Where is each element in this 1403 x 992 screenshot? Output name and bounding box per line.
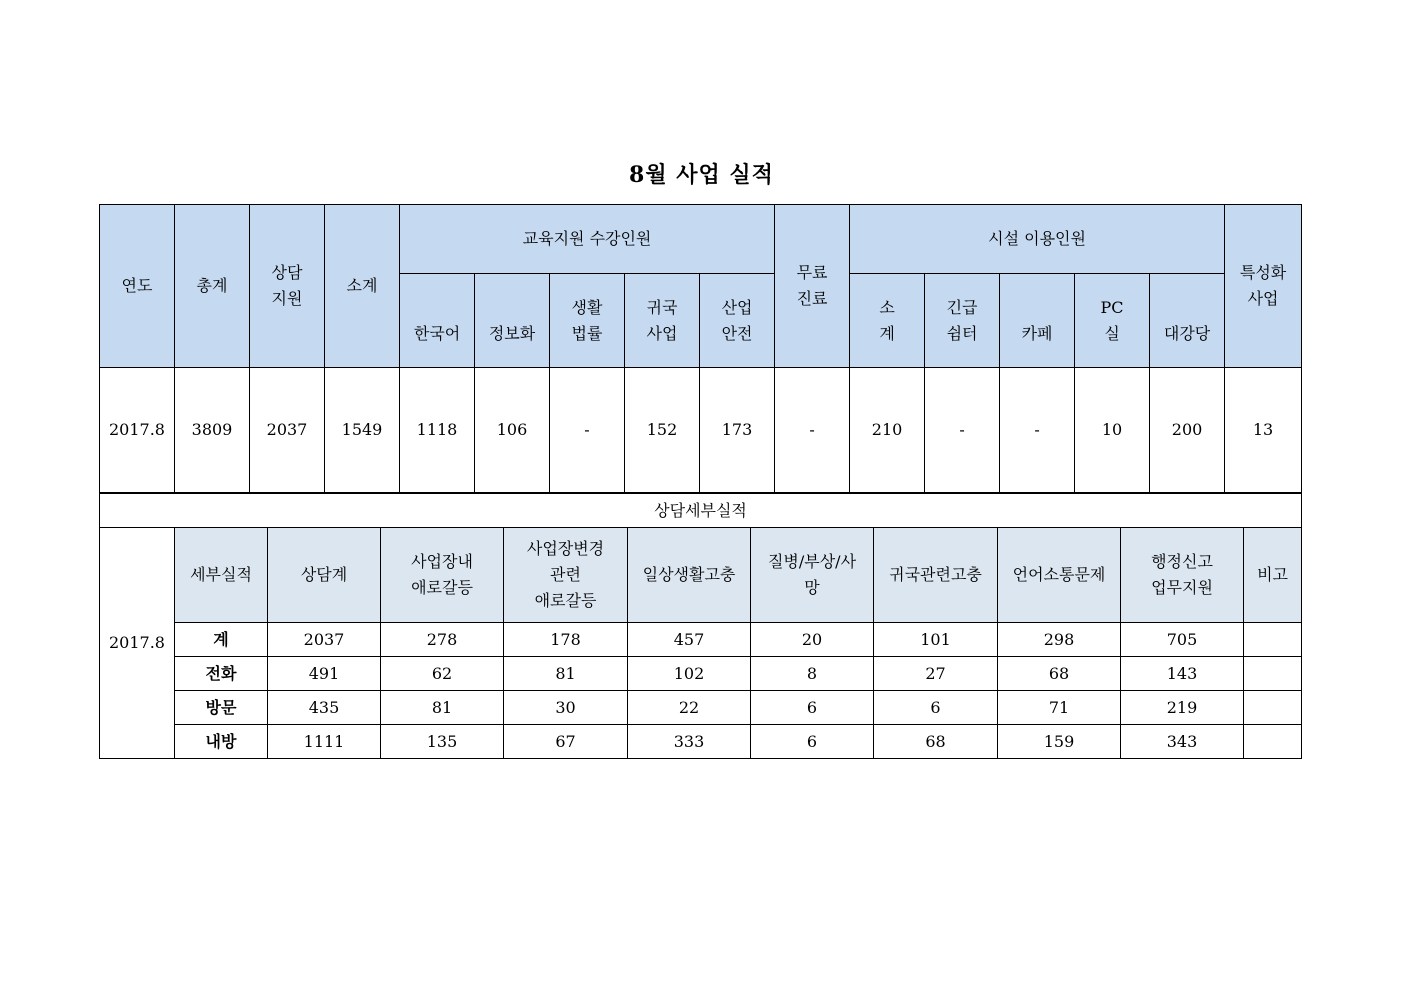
header-education-group: 교육지원 수강인원 <box>400 205 775 274</box>
cell-korean: 1118 <box>400 368 475 493</box>
cell-pc-room: 10 <box>1075 368 1150 493</box>
header-pc-room: PC 실 <box>1075 274 1150 368</box>
table-cell: 333 <box>628 725 751 759</box>
table-cell: 1111 <box>268 725 381 759</box>
table-cell: 491 <box>268 657 381 691</box>
table-cell: 278 <box>381 623 504 657</box>
note-cell <box>1244 623 1302 657</box>
table-row <box>100 623 1302 657</box>
row-label: 내방 <box>175 725 268 759</box>
table-cell: 219 <box>1121 691 1244 725</box>
table-cell: 178 <box>504 623 628 657</box>
cell-return-business: 152 <box>625 368 700 493</box>
header-admin-support: 행정신고 업무지원 <box>1121 528 1244 623</box>
header-workplace-conflict: 사업장내 애로갈등 <box>381 528 504 623</box>
note-cell <box>1244 657 1302 691</box>
table-cell: 22 <box>628 691 751 725</box>
section-title: 상담세부실적 <box>100 494 1302 528</box>
header-subtotal: 소계 <box>325 205 400 368</box>
table-cell: 71 <box>998 691 1121 725</box>
note-cell <box>1244 691 1302 725</box>
header-return-business: 귀국 사업 <box>625 274 700 368</box>
header-medical: 무료 진료 <box>775 205 850 368</box>
table-row <box>100 691 1302 725</box>
table-cell: 68 <box>998 657 1121 691</box>
row-label: 방문 <box>175 691 268 725</box>
table-cell: 2037 <box>268 623 381 657</box>
cell-shelter: - <box>925 368 1000 493</box>
row-label: 계 <box>175 623 268 657</box>
table-cell: 30 <box>504 691 628 725</box>
table-cell: 20 <box>751 623 874 657</box>
table-cell: 435 <box>268 691 381 725</box>
cell-year: 2017.8 <box>100 368 175 493</box>
cell-total: 3809 <box>175 368 250 493</box>
header-workplace-change: 사업장변경 관련 애로갈등 <box>504 528 628 623</box>
table-row <box>100 368 1302 493</box>
header-return-issues: 귀국관련고충 <box>874 528 998 623</box>
header-language: 언어소통문제 <box>998 528 1121 623</box>
cell-subtotal: 1549 <box>325 368 400 493</box>
header-note: 비고 <box>1244 528 1302 623</box>
table-cell: 343 <box>1121 725 1244 759</box>
note-cell <box>1244 725 1302 759</box>
table-cell: 102 <box>628 657 751 691</box>
table-cell: 101 <box>874 623 998 657</box>
header-cafe: 카페 <box>1000 274 1075 368</box>
table-row <box>100 725 1302 759</box>
cell-hall: 200 <box>1150 368 1225 493</box>
table-cell: 81 <box>504 657 628 691</box>
header-info: 정보화 <box>475 274 550 368</box>
table-row <box>100 657 1302 691</box>
cell-cafe: - <box>1000 368 1075 493</box>
header-law: 생활 법률 <box>550 274 625 368</box>
table-cell: 6 <box>751 725 874 759</box>
performance-summary-table <box>99 204 1302 493</box>
table-cell: 135 <box>381 725 504 759</box>
table-cell: 143 <box>1121 657 1244 691</box>
table-cell: 6 <box>751 691 874 725</box>
counseling-detail-table <box>99 493 1302 759</box>
table-cell: 159 <box>998 725 1121 759</box>
cell-medical: - <box>775 368 850 493</box>
cell-counsel: 2037 <box>250 368 325 493</box>
table-cell: 62 <box>381 657 504 691</box>
header-facility-group: 시설 이용인원 <box>850 205 1225 274</box>
header-counsel-total: 상담계 <box>268 528 381 623</box>
cell-special: 13 <box>1225 368 1302 493</box>
header-detail-label: 세부실적 <box>175 528 268 623</box>
header-year: 연도 <box>100 205 175 368</box>
header-facility-subtotal: 소 계 <box>850 274 925 368</box>
table-cell: 457 <box>628 623 751 657</box>
header-total: 총계 <box>175 205 250 368</box>
cell-industrial-safety: 173 <box>700 368 775 493</box>
cell-law: - <box>550 368 625 493</box>
table-cell: 6 <box>874 691 998 725</box>
header-industrial-safety: 산업 안전 <box>700 274 775 368</box>
table-cell: 298 <box>998 623 1121 657</box>
page-title: 8월 사업 실적 <box>629 162 774 188</box>
header-shelter: 긴급 쉼터 <box>925 274 1000 368</box>
cell-info: 106 <box>475 368 550 493</box>
table-cell: 68 <box>874 725 998 759</box>
detail-year: 2017.8 <box>100 528 175 759</box>
header-daily-life: 일상생활고충 <box>628 528 751 623</box>
cell-facility-subtotal: 210 <box>850 368 925 493</box>
header-counsel: 상담 지원 <box>250 205 325 368</box>
header-illness-injury: 질병/부상/사 망 <box>751 528 874 623</box>
row-label: 전화 <box>175 657 268 691</box>
table-cell: 81 <box>381 691 504 725</box>
table-cell: 67 <box>504 725 628 759</box>
header-hall: 대강당 <box>1150 274 1225 368</box>
header-korean: 한국어 <box>400 274 475 368</box>
table-cell: 705 <box>1121 623 1244 657</box>
table-cell: 27 <box>874 657 998 691</box>
header-special: 특성화 사업 <box>1225 205 1302 368</box>
table-cell: 8 <box>751 657 874 691</box>
